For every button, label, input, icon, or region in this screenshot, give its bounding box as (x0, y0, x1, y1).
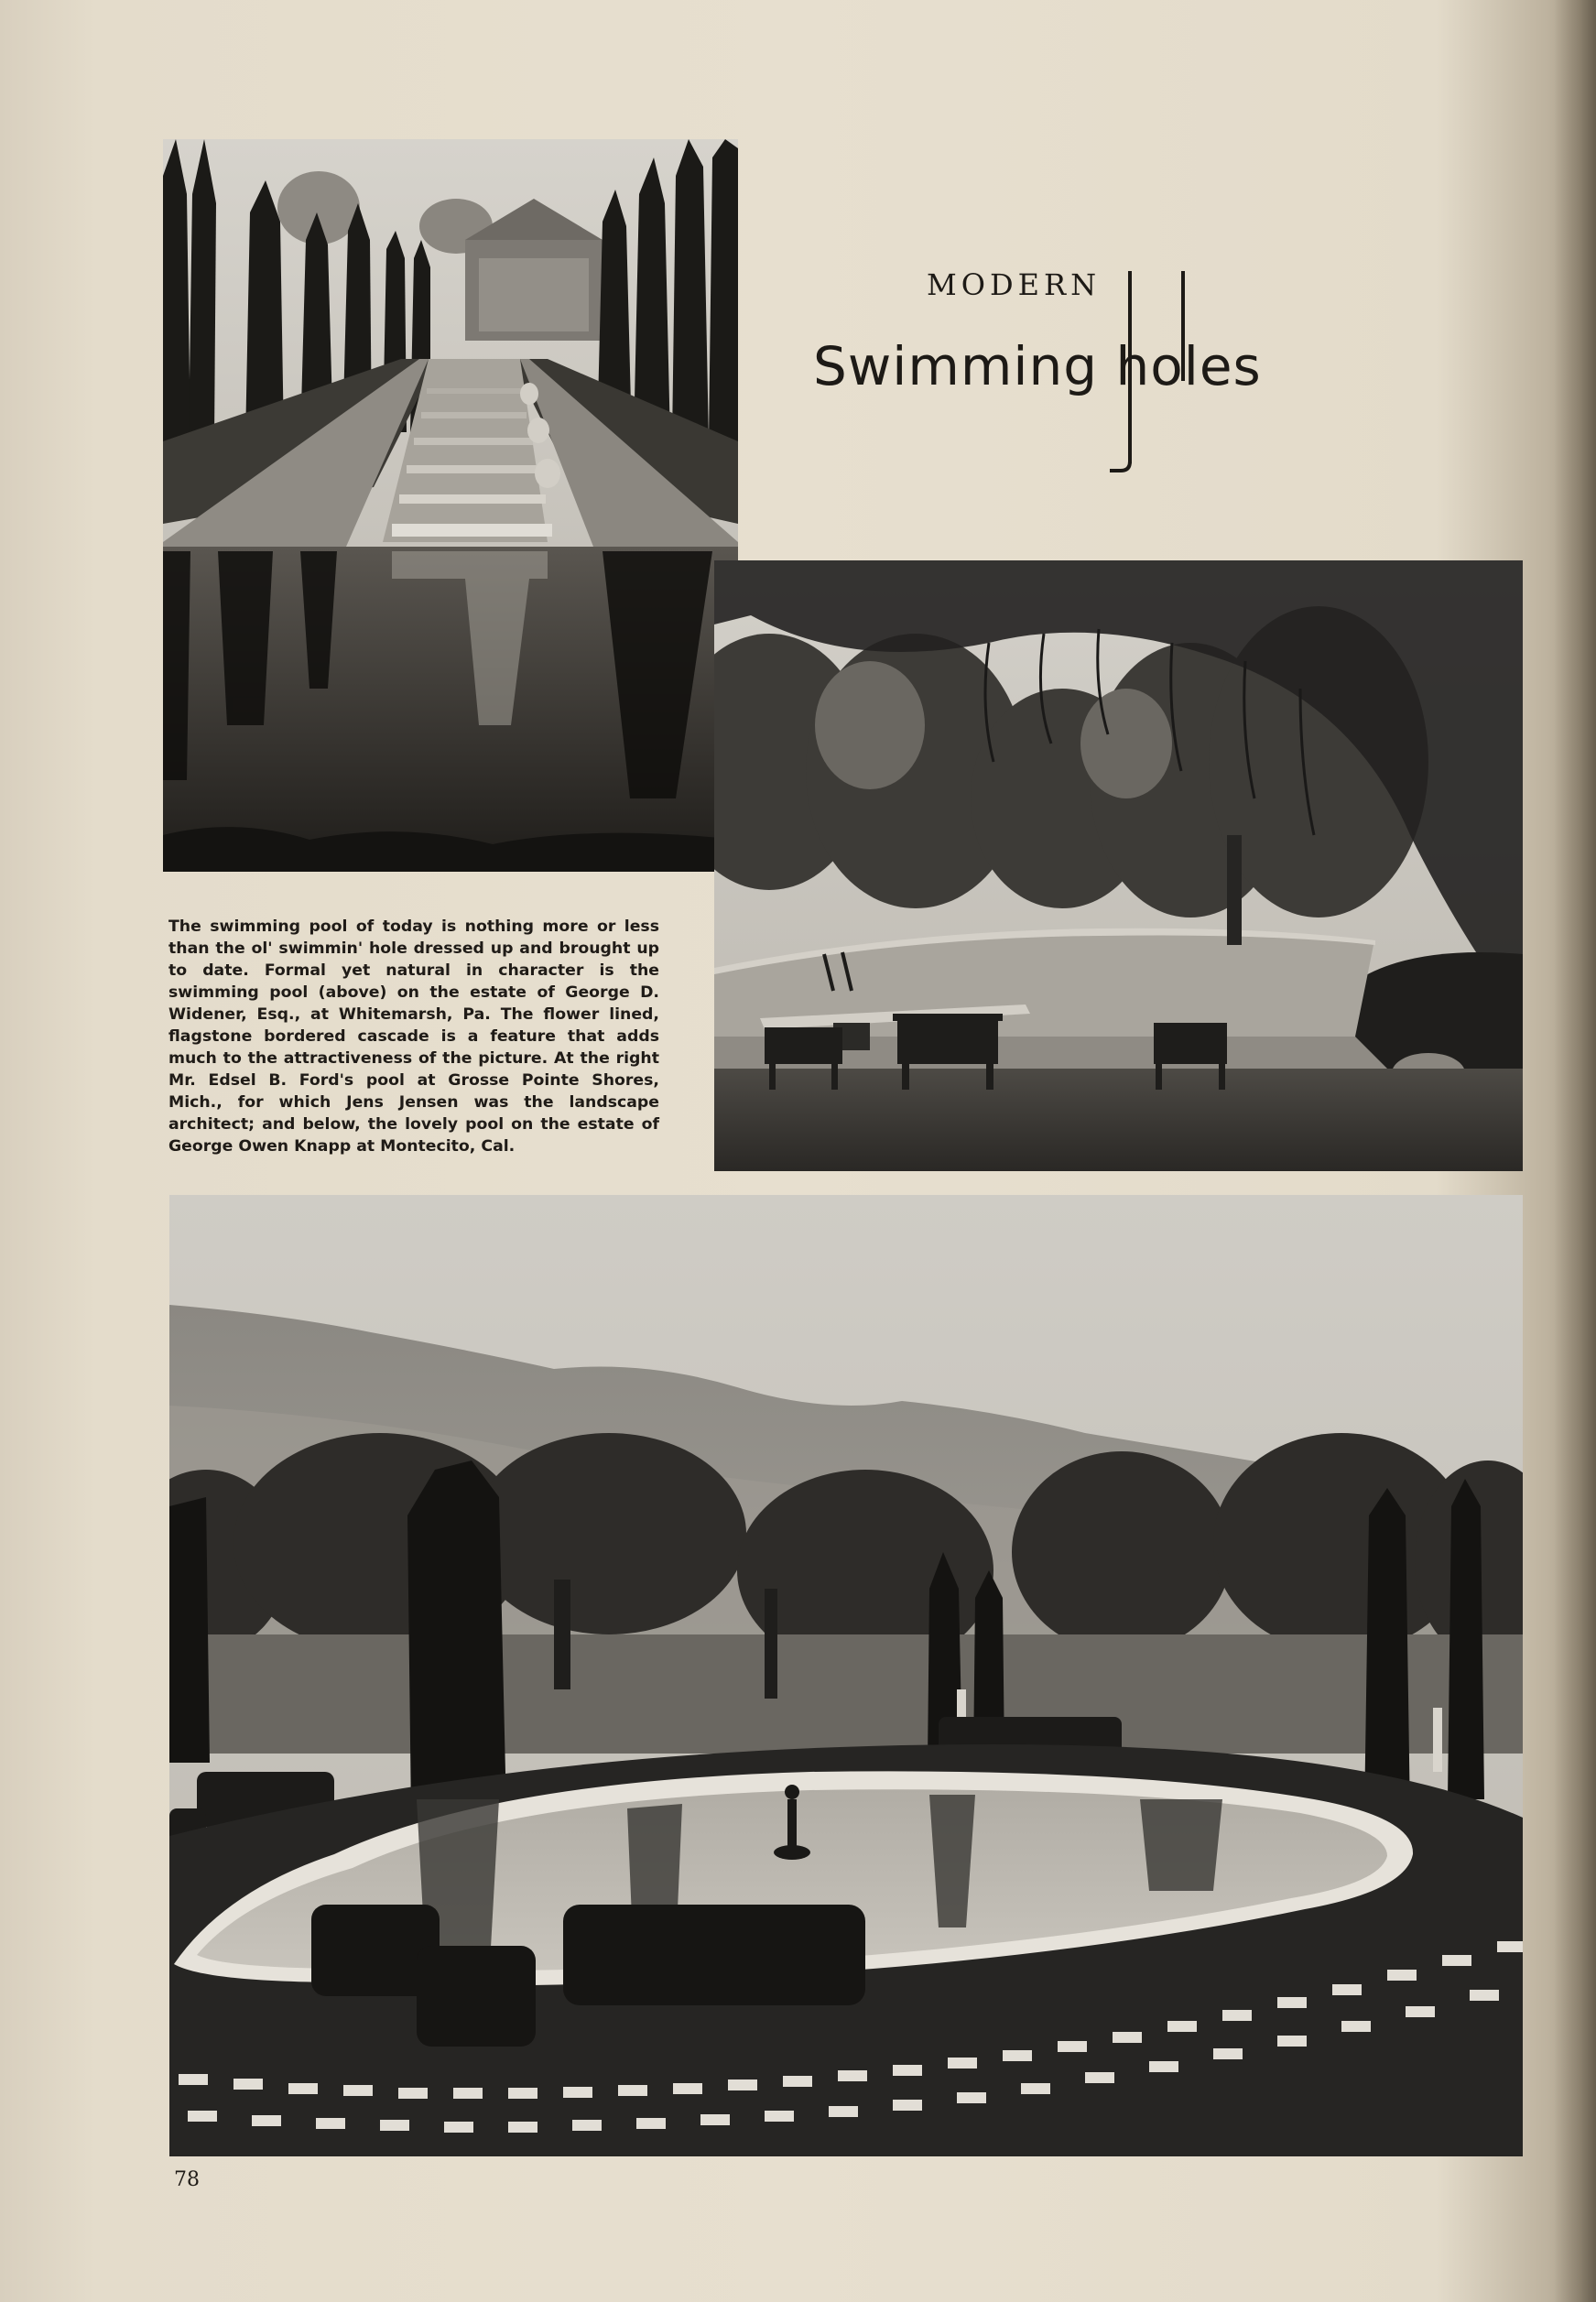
book-spine-shadow (1554, 0, 1596, 2302)
photo-caption: The swimming pool of today is nothing more or less than the ol' swimmin' hole dressed up and brought up to date. Formal yet natural in character is the swimming pool (above) on the estate of George D. Widener, Esq., at Whitemarsh, Pa. The flower lined, flagstone bordered cascade is a feature that adds much to the attractiveness of the picture. At the right Mr. Edsel B. Ford's pool at Grosse Pointe Shores, Mich., for which Jens Jensen was the landscape architect; and below, the lovely pool on the estate of George Owen Knapp at Montecito, Cal. (168, 918, 659, 1156)
title-kicker: MODERN (927, 267, 1102, 302)
title-decorative-lines (1077, 271, 1214, 472)
page-number: 78 (174, 2168, 200, 2191)
photo-widener-pool (163, 139, 738, 872)
photo-knapp-pool (169, 1195, 1523, 2156)
page-title: Swimming holes (813, 335, 1262, 397)
photo-ford-pool (714, 560, 1523, 1171)
